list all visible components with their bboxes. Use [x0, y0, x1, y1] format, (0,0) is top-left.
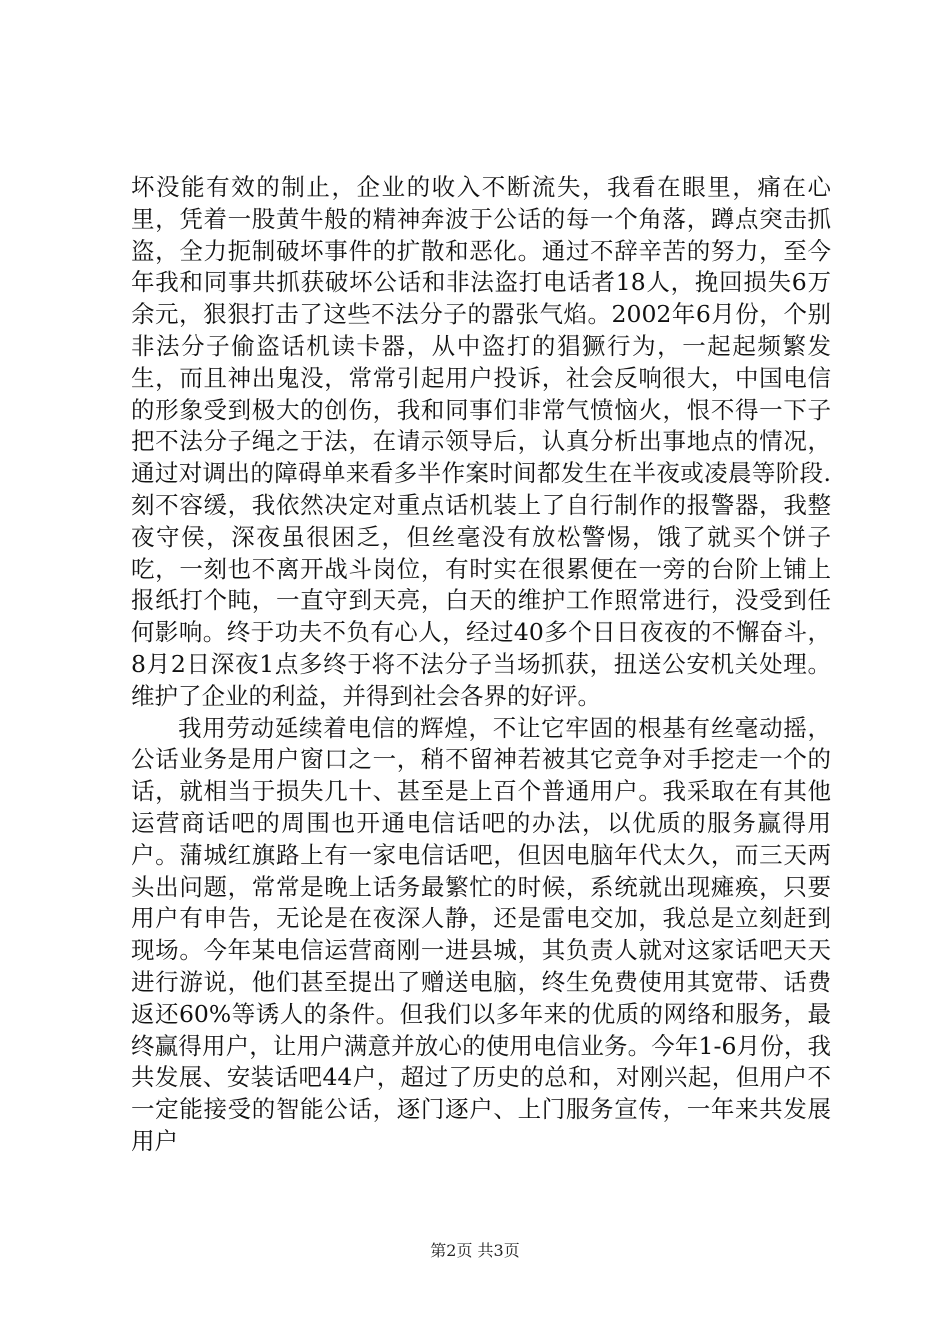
paragraph-2: 我用劳动延续着电信的辉煌，不让它牢固的根基有丝毫动摇，公话业务是用户窗口之一，稍不留神若被其它竞争对手挖走一个的话，就相当于损失几十、甚至是上百个普通用户。我采取在有其他运营商话吧的周围也开通电信话吧的办法，以优质的服务赢得用户。蒲城红旗路上有一家电信话吧，但因电脑年代太久，而三天两头出问题，常常是晚上话务最繁忙的时候，系统就出现瘫痪，只要用户有申告，无论是在夜深人静，还是雷电交加，我总是立刻赶到现场。今年某电信运营商刚一进县城，其负责人就对这家话吧天天进行游说，他们甚至提出了赠送电脑，终生免费使用其宽带、话费返还60%等诱人的条件。但我们以多年来的优质的网络和服务，最终赢得用户，让用户满意并放心的使用电信业务。今年1-6月份，我共发展、安装话吧44户，超过了历史的总和，对刚兴起，但用户不一定能接受的智能公话，逐门逐户、上门服务宣传，一年来共发展用户	[131, 713, 831, 1155]
page-footer: 第2页 共3页	[430, 1241, 520, 1260]
document-body	[131, 172, 831, 1158]
paragraph-continued: 坏没能有效的制止，企业的收入不断流失，我看在眼里，痛在心里，凭着一股黄牛般的精神奔波于公话的每一个角落，蹲点突击抓盗，全力扼制破坏事件的扩散和恶化。通过不辞辛苦的努力，至今年我和同事共抓获破坏公话和非法盗打电话者18人，挽回损失6万余元，狠狠打击了这些不法分子的嚣张气焰。2002年6月份，个别非法分子偷盗话机读卡器，从中盗打的猖獗行为，一起起频繁发生，而且神出鬼没，常常引起用户投诉，社会反响很大，中国电信的形象受到极大的创伤，我和同事们非常气愤恼火，恨不得一下子把不法分子绳之于法，在请示领导后，认真分析出事地点的情况，通过对调出的障碍单来看多半作案时间都发生在半夜或凌晨等阶段.刻不容缓，我依然决定对重点话机装上了自行制作的报警器，我整夜守侯，深夜虽很困乏，但丝毫没有放松警惕，饿了就买个饼子吃，一刻也不离开战斗岗位，有时实在很累便在一旁的台阶上铺上报纸打个盹，一直守到天亮，白天的维护工作照常进行，没受到任何影响。终于功夫不负有心人，经过40多个日日夜夜的不懈奋斗，8月2日深夜1点多终于将不法分子当场抓获，扭送公安机关处理。维护了企业的利益，并得到社会各界的好评。	[131, 173, 831, 710]
